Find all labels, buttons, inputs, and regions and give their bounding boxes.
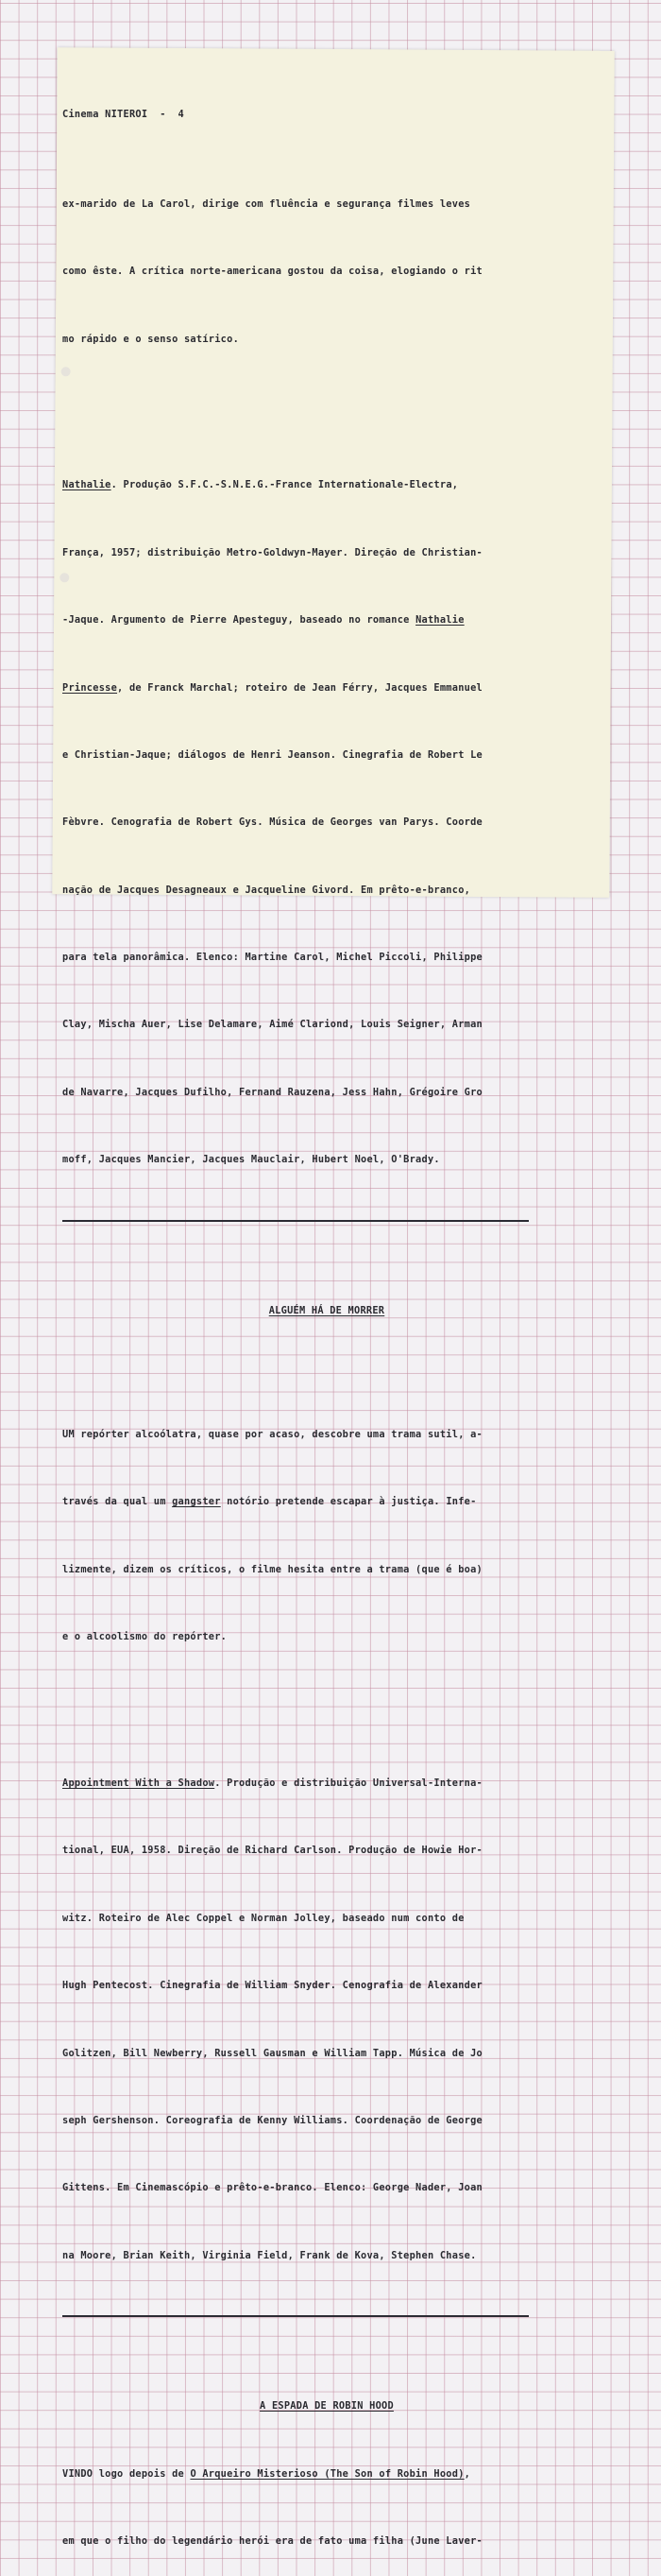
credits-line: Appointment With a Shadow. Produção e distribuição Universal-Interna- (62, 1777, 483, 1789)
paragraph-line: través da qual um gangster notório pretende escapar à justiça. Infe- (62, 1496, 477, 1508)
paragraph-line: e o alcoolismo do repórter. (62, 1631, 228, 1643)
credits-line: Fèbvre. Cenografia de Robert Gys. Música de Georges van Parys. Coorde (62, 816, 483, 829)
credits-line: Gittens. Em Cinemascópio e prêto-e-branco. Elenco: George Nader, Joan (62, 2182, 483, 2194)
paragraph-line: lizmente, dizem os críticos, o filme hesita entre a trama (que é boa) (62, 1563, 483, 1575)
credits-line: Golitzen, Bill Newberry, Russell Gausman e William Tapp. Música de Jo (62, 2047, 483, 2059)
novel-title: Nathalie (415, 614, 465, 627)
credits-line: nação de Jacques Desagneaux e Jacqueline Givord. Em prêto-e-branco, (62, 884, 471, 896)
paragraph-line: em que o filho do legendário herói era de fato uma filha (June Laver- (62, 2535, 483, 2548)
section-divider (62, 1220, 529, 1222)
section-heading: A ESPADA DE ROBIN HOOD (260, 2400, 394, 2413)
credits-line: de Navarre, Jacques Dufilho, Fernand Rauzena, Jess Hahn, Grégoire Gro (62, 1086, 483, 1098)
film-title: O Arqueiro Misterioso (The Son of Robin Hood) (190, 2467, 465, 2480)
credits-line: na Moore, Brian Keith, Virginia Field, Frank de Kova, Stephen Chase. (62, 2249, 477, 2261)
credits-line: para tela panorâmica. Elenco: Martine Carol, Michel Piccoli, Philippe (62, 952, 483, 964)
paragraph-line: como êste. A crítica norte-americana gostou da coisa, elogiando o rit (62, 266, 483, 278)
paragraph-line: UM repórter alcoólatra, quase por acaso, descobre uma trama sutil, a- (62, 1429, 483, 1441)
section-heading: ALGUÉM HÁ DE MORRER (268, 1305, 385, 1317)
paragraph-line: VINDO logo depois de O Arqueiro Misterioso (The Son of Robin Hood), (62, 2467, 471, 2480)
typed-page (62, 59, 591, 2576)
film-title: Appointment With a Shadow (62, 1777, 215, 1789)
novel-title: Princesse (62, 681, 118, 694)
credits-line: Hugh Pentecost. Cinegrafia de William Snyder. Cenografia de Alexander (62, 1980, 483, 1992)
credits-line: tional, EUA, 1958. Direção de Richard Carlson. Produção de Howie Hor- (62, 1845, 483, 1857)
credits-line: Princesse, de Franck Marchal; roteiro de Jean Férry, Jacques Emmanuel (62, 681, 483, 694)
paragraph-line: mo rápido e o senso satírico. (62, 333, 240, 345)
credits-line: França, 1957; distribuição Metro-Goldwyn-Mayer. Direção de Christian- (62, 546, 483, 558)
film-title: Nathalie (62, 479, 111, 491)
credits-line: Nathalie. Produção S.F.C.-S.N.E.G.-France Internationale-Electra, (62, 479, 459, 491)
credits-line: Clay, Mischa Auer, Lise Delamare, Aimé Clariond, Louis Seigner, Arman (62, 1019, 483, 1031)
credits-line: witz. Roteiro de Alec Coppel e Norman Jolley, baseado num conto de (62, 1912, 465, 1924)
page-header: Cinema NITEROI - 4 (62, 108, 184, 120)
credits-line: seph Gershenson. Coreografia de Kenny Williams. Coordenação de George (62, 2114, 483, 2126)
paragraph-line: ex-marido de La Carol, dirige com fluência e segurança filmes leves (62, 197, 471, 210)
credits-line: -Jaque. Argumento de Pierre Apesteguy, baseado no romance Nathalie (62, 614, 465, 627)
credits-line: moff, Jacques Mancier, Jacques Mauclair, Hubert Noel, O'Brady. (62, 1154, 440, 1166)
emphasis-term: gangster (172, 1496, 221, 1508)
credits-line: e Christian-Jaque; diálogos de Henri Jeanson. Cinegrafia de Robert Le (62, 748, 483, 761)
section-divider (62, 2315, 529, 2317)
